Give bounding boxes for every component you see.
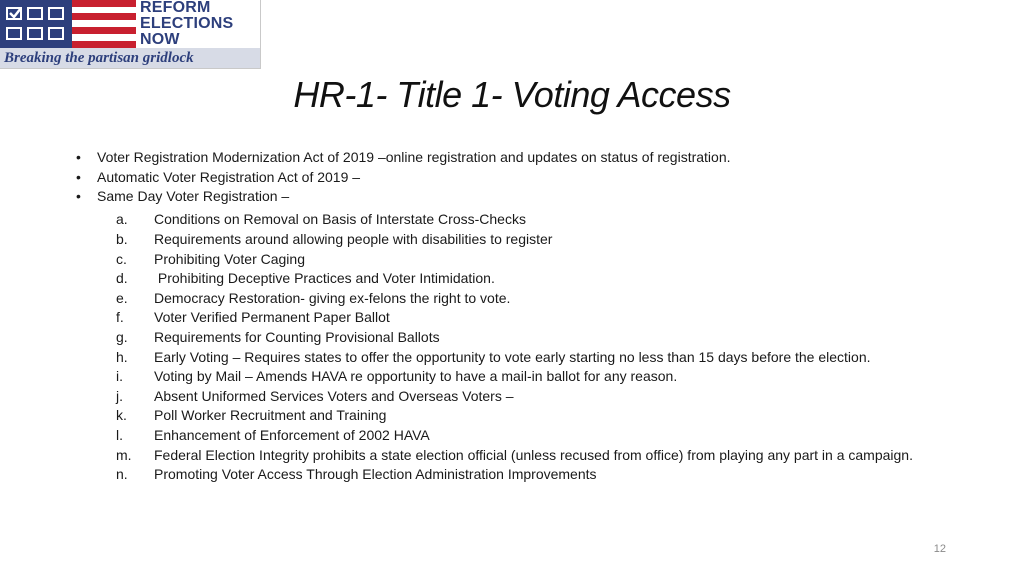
list-item [76,330,956,344]
list-marker: h. [116,348,128,365]
list-marker: a. [116,211,128,228]
list-marker: l. [116,426,123,443]
list-item [76,467,956,481]
bullet-text: Voter Registration Modernization Act of 2019 –online registration and updates on status of registration. [97,149,731,165]
list-item [76,408,956,422]
list-item [76,389,956,403]
list-item [76,212,956,226]
list-text: Requirements around allowing people with disabilities to register [154,230,553,247]
list-text: Voting by Mail – Amends HAVA re opportunity to have a mail-in ballot for any reason. [154,368,678,385]
list-marker: c. [116,250,127,267]
list-text: Prohibiting Deceptive Practices and Voter Intimidation. [154,270,495,287]
list-marker: k. [116,407,127,424]
list-item [76,428,956,442]
list-text: Federal Election Integrity prohibits a state election official (unless recused from office) from playing any part in a campaign. [154,446,913,463]
list-text: Promoting Voter Access Through Election Administration Improvements [154,466,597,483]
bullet-item [76,148,956,168]
bullet-text: Same Day Voter Registration – [97,188,290,205]
logo-word-now: NOW [140,31,180,48]
list-text: Voter Verified Permanent Paper Ballot [154,309,390,326]
bullet-text: Automatic Voter Registration Act of 2019 – [97,168,361,185]
sub-list [76,212,956,481]
flag-stripes-icon [72,0,136,48]
list-marker: g. [116,328,128,345]
bullet-item [76,187,956,207]
list-text: Democracy Restoration- giving ex-felons the right to vote. [154,289,511,306]
logo-tagline: Breaking the partisan gridlock [0,48,260,68]
list-item [76,291,956,305]
list-marker: e. [116,289,128,306]
list-marker: d. [116,270,128,287]
ballot-checkbox-icon [0,0,72,48]
list-text: Prohibiting Voter Caging [154,250,305,267]
list-item [76,252,956,266]
bullet-marker: • [76,168,81,185]
list-text: Early Voting – Requires states to offer the opportunity to vote early starting no less than 15 days before the election. [154,348,871,365]
list-item [76,232,956,246]
logo-word-elections: ELECTIONS [140,15,234,32]
list-item [76,350,956,364]
list-marker: f. [116,309,124,326]
list-text: Requirements for Counting Provisional Ballots [154,328,440,345]
list-marker: n. [116,466,128,483]
bullet-marker: • [76,149,81,165]
list-marker: b. [116,230,128,247]
list-text: Absent Uniformed Services Voters and Overseas Voters – [154,387,514,404]
list-marker: m. [116,446,132,463]
page-number: 12 [933,543,946,555]
logo-word-reform: REFORM [140,0,211,16]
bullet-item [76,168,956,188]
list-item [76,448,956,462]
logo [0,0,261,69]
list-marker: i. [116,368,123,385]
list-marker: j. [116,387,123,404]
list-text: Conditions on Removal on Basis of Interstate Cross-Checks [154,211,526,228]
list-item [76,369,956,383]
slide-title: HR-1- Title 1- Voting Access [293,74,731,115]
list-text: Enhancement of Enforcement of 2002 HAVA [154,426,430,443]
list-text: Poll Worker Recruitment and Training [154,407,387,424]
list-item [76,271,956,285]
list-item [76,310,956,324]
slide-body [76,148,956,481]
bullet-marker: • [76,188,81,205]
